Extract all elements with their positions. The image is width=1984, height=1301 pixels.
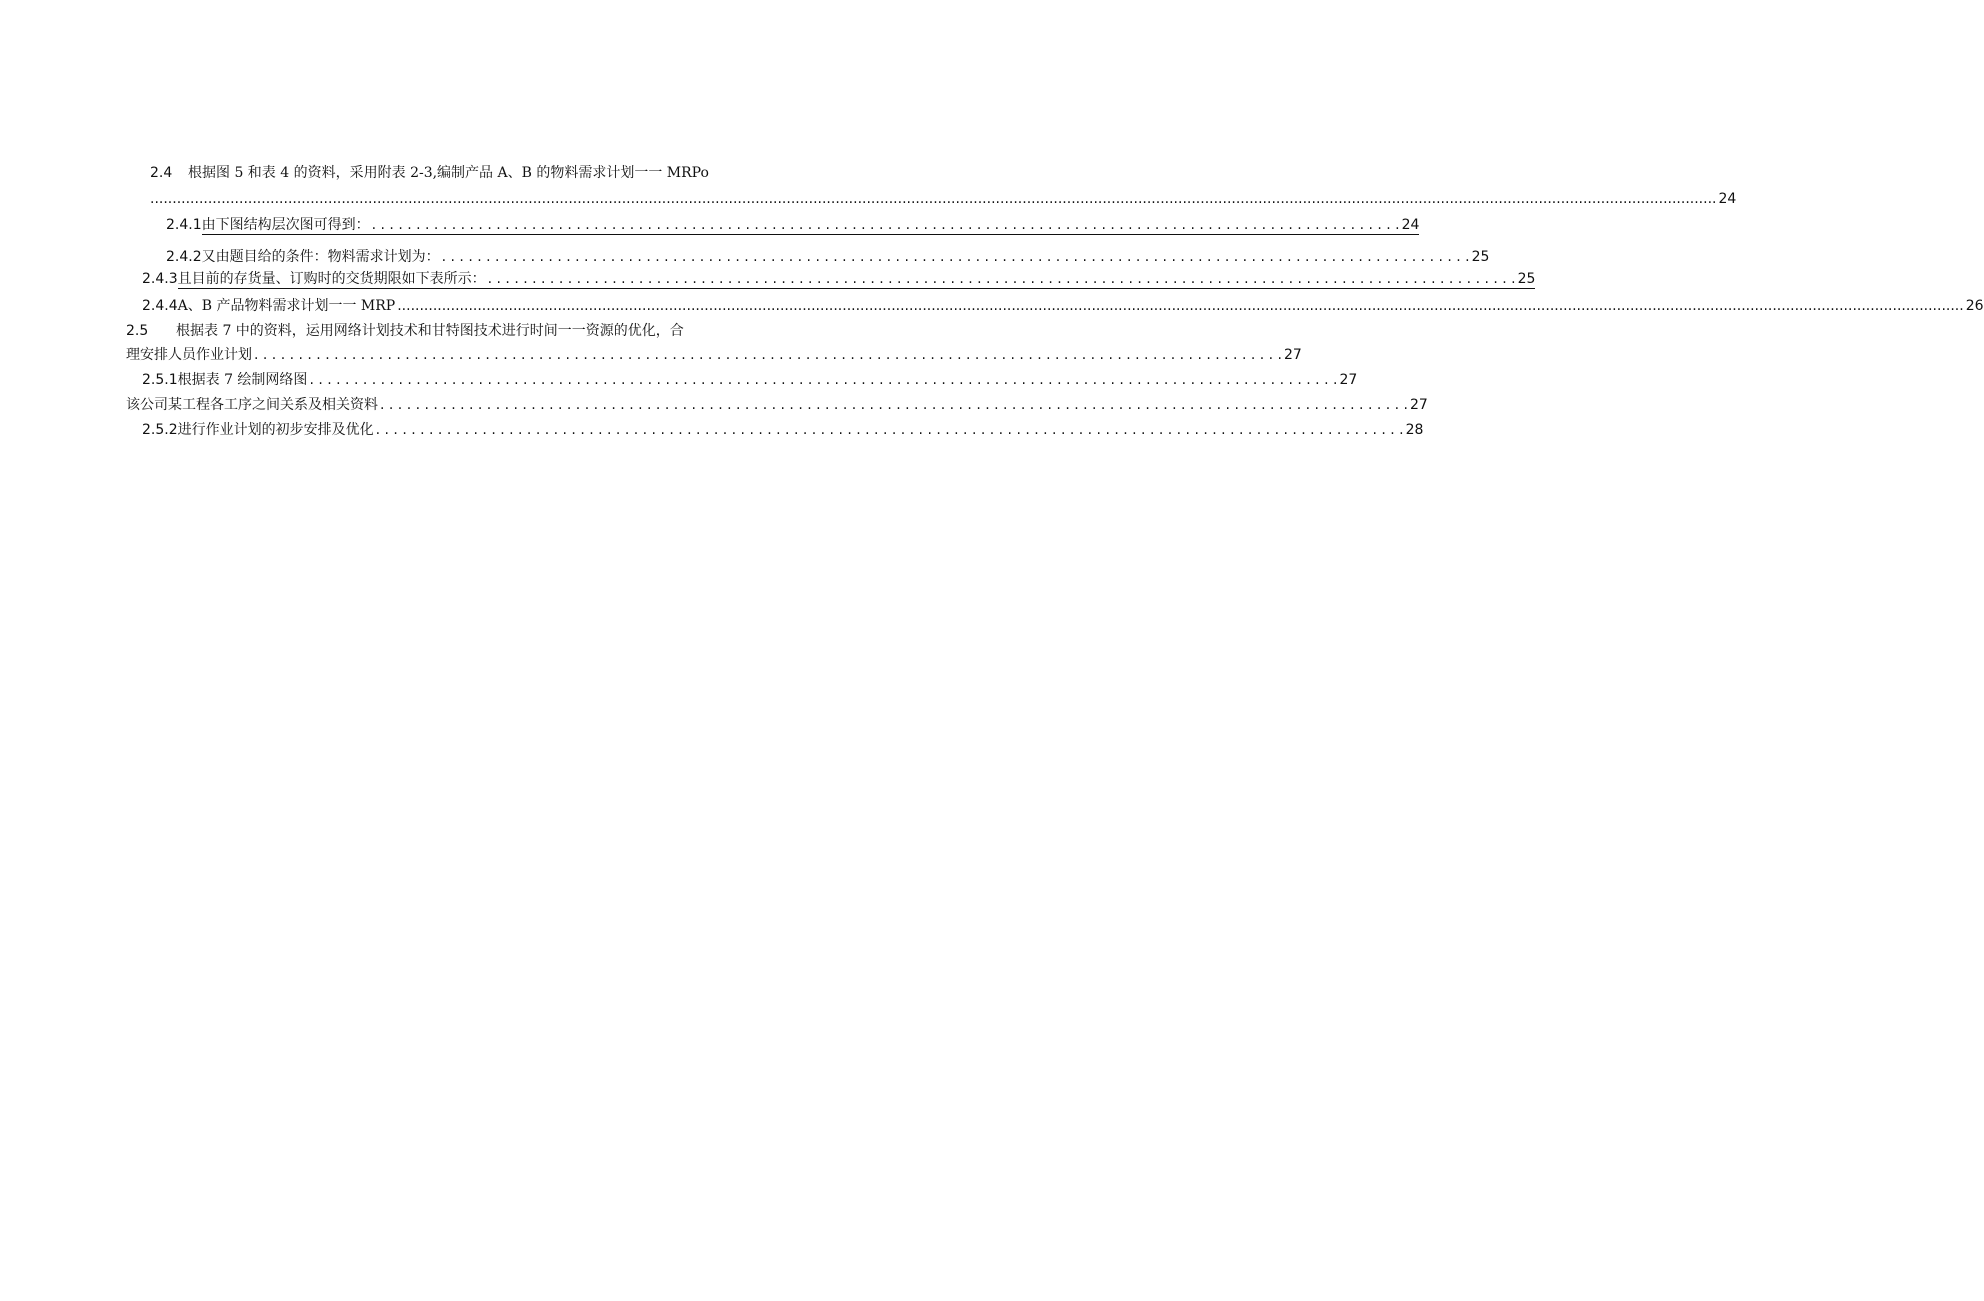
toc-dot-leader [376,421,1404,439]
toc-page-number: 28 [1405,422,1424,438]
toc-dot-leader [380,396,1408,414]
toc-entry-title: A、B 产品物料需求计划一一 MRP [177,298,396,314]
toc-entry-title: 又由题目给的条件：物料需求计划为： [201,249,440,265]
toc-entry-title: 且目前的存货量、订购时的交货期限如下表所示： [177,271,486,287]
toc-entry-table-caption[interactable] [126,396,1428,414]
toc-dot-leader [397,297,1963,315]
toc-entry-title: 由下图结构层次图可得到： [201,217,370,233]
toc-entry-link[interactable] [178,270,1536,289]
toc-entry-2-4-3[interactable] [142,270,1536,289]
toc-entry-number: 2.4.2 [166,249,202,265]
toc-page-number: 24 [1718,191,1737,207]
toc-entry-number: 2.4 [150,165,173,181]
toc-page-number: 24 [1401,217,1420,233]
toc-entry-title: 根据表 7 绘制网络图 [177,372,308,388]
toc-entry-link[interactable] [202,216,1420,235]
toc-page-number: 25 [1471,249,1490,265]
toc-entry-title: 该公司某工程各工序之间关系及相关资料 [126,397,378,413]
toc-entry-number: 2.5 [126,323,149,339]
toc-dot-leader [150,190,1716,208]
toc-entry-number: 2.4.3 [142,271,178,287]
toc-entry-2-4-leader-line[interactable] [150,190,1737,208]
toc-entry-title: 进行作业计划的初步安排及优化 [177,422,374,438]
toc-entry-number: 2.4.4 [142,298,178,314]
toc-entry-2-5-title-line[interactable] [126,322,684,340]
toc-page-number: 25 [1517,271,1536,287]
toc-entry-2-4-title-line[interactable] [150,164,709,182]
toc-dot-leader [309,371,1337,389]
toc-entry-title-continuation: 理安排人员作业计划 [126,347,252,363]
toc-dot-leader [372,216,1400,234]
toc-entry-title: 根据图 5 和表 4 的资料，采用附表 2-3,编制产品 A、B 的物料需求计划一一 MRPo [188,165,709,181]
toc-entry-number: 2.5.1 [142,372,178,388]
toc-page-number: 26 [1965,298,1984,314]
toc-page-number: 27 [1339,372,1358,388]
toc-dot-leader [442,248,1470,266]
toc-entry-2-5-2[interactable] [142,421,1424,439]
toc-entry-2-5-1[interactable] [142,371,1358,389]
toc-page-number: 27 [1410,397,1428,413]
toc-entry-2-4-4[interactable] [142,297,1984,315]
toc-entry-2-4-2[interactable] [166,248,1490,266]
toc-entry-number: 2.4.1 [166,217,202,233]
toc-dot-leader [254,346,1282,364]
toc-dot-leader [488,270,1516,288]
toc-entry-title: 根据表 7 中的资料，运用网络计划技术和甘特图技术进行时间一一资源的优化，合 [176,323,684,339]
toc-entry-number: 2.5.2 [142,422,178,438]
toc-entry-2-4-1[interactable] [166,216,1420,235]
toc-page-number: 27 [1284,347,1302,363]
toc-entry-2-5-continuation[interactable] [126,346,1302,364]
